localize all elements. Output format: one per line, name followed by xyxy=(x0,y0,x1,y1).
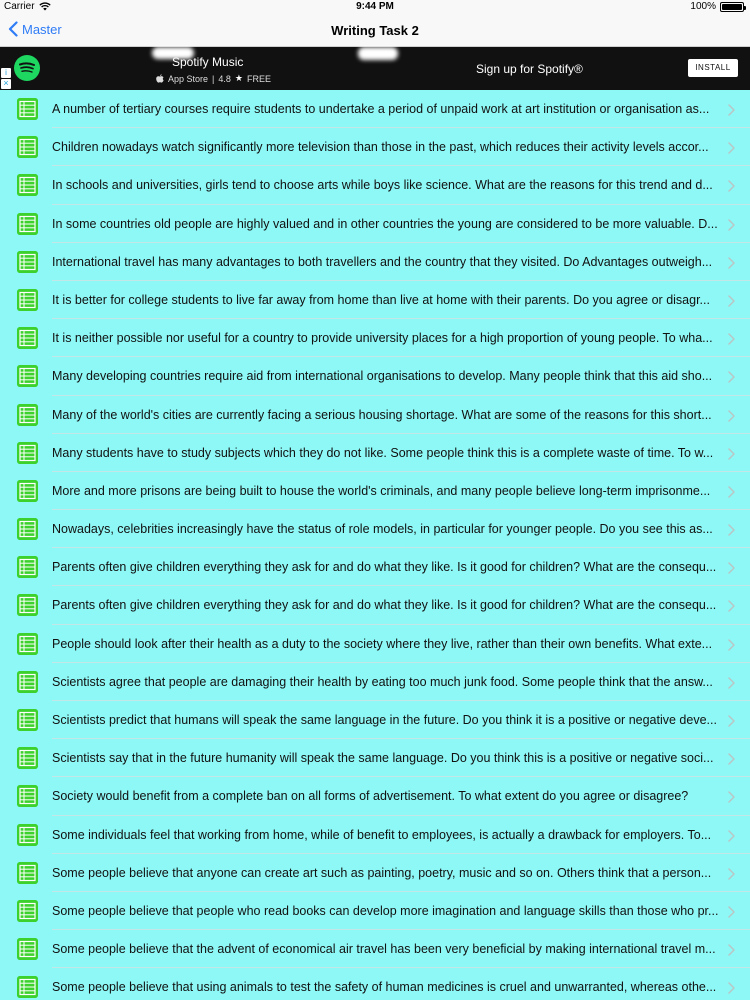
list-item[interactable] xyxy=(0,548,750,586)
list-item-text: Some individuals feel that working from home, while of benefit to employees, is actually a drawback for employers. To... xyxy=(52,827,712,842)
document-list-icon xyxy=(17,213,38,235)
ad-info-icon[interactable]: i xyxy=(1,68,11,78)
list-item[interactable] xyxy=(0,128,750,166)
list-item[interactable] xyxy=(0,625,750,663)
document-list-icon xyxy=(17,594,38,616)
list-item[interactable] xyxy=(0,892,750,930)
chevron-right-icon xyxy=(728,447,735,459)
chevron-right-icon xyxy=(728,561,735,573)
list-item[interactable] xyxy=(0,510,750,548)
document-list-icon xyxy=(17,174,38,196)
list-item-text: Many students have to study subjects which they do not like. Some people think this is a complete waste of time. To w... xyxy=(52,445,714,460)
apple-icon xyxy=(156,74,164,83)
chevron-right-icon xyxy=(728,218,735,230)
list-item[interactable] xyxy=(0,968,750,1000)
ad-meta xyxy=(156,73,271,84)
list-item-text: In schools and universities, girls tend to choose arts while boys like science. What are the reasons for this trend and d... xyxy=(52,178,713,193)
chevron-right-icon xyxy=(728,867,735,879)
document-list-icon xyxy=(17,480,38,502)
list-item-text: Many of the world's cities are currently facing a serious housing shortage. What are some of the reasons for this short... xyxy=(52,407,712,422)
chevron-right-icon xyxy=(728,370,735,382)
list-item[interactable] xyxy=(0,243,750,281)
chevron-right-icon xyxy=(728,638,735,650)
document-list-icon xyxy=(17,900,38,922)
chevron-right-icon xyxy=(728,829,735,841)
list-item[interactable] xyxy=(0,90,750,128)
document-list-icon xyxy=(17,747,38,769)
chevron-right-icon xyxy=(728,256,735,268)
chevron-right-icon xyxy=(728,599,735,611)
list-item-text: In some countries old people are highly valued and in other countries the young are considered to be more valuable. D... xyxy=(52,216,718,231)
list-item-text: Parents often give children everything they ask for and do what they like. Is it good for children? What are the consequ... xyxy=(52,560,717,575)
list-item-text: It is neither possible nor useful for a country to provide university places for a high proportion of young people. To wha... xyxy=(52,331,713,346)
chevron-right-icon xyxy=(728,103,735,115)
document-list-icon xyxy=(17,671,38,693)
list-item[interactable] xyxy=(0,854,750,892)
list-item-text: More and more prisons are being built to house the world's criminals, and many people believe long-term imprisonme... xyxy=(52,483,711,498)
list-item-text: Many developing countries require aid from international organisations to develop. Many people think that this aid sho... xyxy=(52,369,713,384)
list-item[interactable] xyxy=(0,777,750,815)
status-bar xyxy=(0,0,750,14)
list-item[interactable] xyxy=(0,930,750,968)
list-item-text: Children nowadays watch significantly more television than those in the past, which reduces their activity levels accor... xyxy=(52,140,709,155)
page-title: Writing Task 2 xyxy=(331,23,419,38)
redacted-mark xyxy=(358,47,398,60)
document-list-icon xyxy=(17,518,38,540)
document-list-icon xyxy=(17,98,38,120)
list-item[interactable] xyxy=(0,357,750,395)
document-list-icon xyxy=(17,862,38,884)
battery-icon xyxy=(720,2,744,12)
ad-app-name: Spotify Music xyxy=(172,55,244,69)
list-item-text: Scientists say that in the future humanity will speak the same language. Do you think this is a positive or negative soci... xyxy=(52,751,714,766)
list-item-text: A number of tertiary courses require students to undertake a period of unpaid work at art institution or organisation as... xyxy=(52,102,710,116)
carrier-label: Carrier xyxy=(4,1,35,12)
install-button[interactable]: INSTALL xyxy=(688,59,738,77)
back-button-label: Master xyxy=(22,21,62,37)
list-item[interactable] xyxy=(0,816,750,854)
list-item[interactable] xyxy=(0,319,750,357)
chevron-right-icon xyxy=(728,790,735,802)
document-list-icon xyxy=(17,365,38,387)
list-item[interactable] xyxy=(0,586,750,624)
list-item[interactable] xyxy=(0,701,750,739)
chevron-right-icon xyxy=(728,294,735,306)
chevron-right-icon xyxy=(728,714,735,726)
document-list-icon xyxy=(17,633,38,655)
document-list-icon xyxy=(17,709,38,731)
ad-rating: 4.8 xyxy=(218,73,231,84)
list-item-text: International travel has many advantages to both travellers and the country that they visited. Do Advantages outweigh... xyxy=(52,254,713,269)
list-item[interactable] xyxy=(0,663,750,701)
list-item-text: Nowadays, celebrities increasingly have the status of role models, in particular for younger people. Do you see this as... xyxy=(52,522,713,537)
document-list-icon xyxy=(17,442,38,464)
chevron-right-icon xyxy=(728,523,735,535)
list-item[interactable] xyxy=(0,396,750,434)
list-item[interactable] xyxy=(0,472,750,510)
document-list-icon xyxy=(17,327,38,349)
document-list-icon xyxy=(17,556,38,578)
chevron-right-icon xyxy=(728,141,735,153)
list-item-text: Some people believe that using animals to test the safety of human medicines is cruel and unwarranted, whereas othe... xyxy=(52,980,717,995)
status-time: 9:44 PM xyxy=(356,1,394,12)
list-item[interactable] xyxy=(0,281,750,319)
document-list-icon xyxy=(17,976,38,998)
ad-store: App Store xyxy=(168,73,209,84)
document-list-icon xyxy=(17,785,38,807)
document-list-icon xyxy=(17,938,38,960)
chevron-right-icon xyxy=(728,943,735,955)
list-item-text: Some people believe that the advent of economical air travel has been very beneficial by making international travel m... xyxy=(52,942,716,957)
spotify-logo-icon xyxy=(14,55,40,81)
document-list-icon xyxy=(17,824,38,846)
star-icon: ★ xyxy=(234,73,243,83)
chevron-right-icon xyxy=(728,676,735,688)
document-list-icon xyxy=(17,251,38,273)
list-item-text: Society would benefit from a complete ban on all forms of advertisement. To what extent do you agree or disagree? xyxy=(52,789,689,804)
list-item-text: Scientists predict that humans will speak the same language in the future. Do you think it is a positive or negative deve... xyxy=(52,713,717,727)
chevron-right-icon xyxy=(728,179,735,191)
chevron-right-icon xyxy=(728,981,735,993)
task-list xyxy=(0,90,750,1000)
document-list-icon xyxy=(17,289,38,311)
chevron-right-icon xyxy=(728,409,735,421)
document-list-icon xyxy=(17,136,38,158)
ad-separator: | xyxy=(212,73,215,84)
status-right xyxy=(690,1,744,12)
list-item[interactable] xyxy=(0,166,750,204)
ad-headline: Sign up for Spotify® xyxy=(476,62,583,76)
list-item[interactable] xyxy=(0,739,750,777)
list-item-text: People should look after their health as a duty to the society where they live, rather than their own benefits. What exte... xyxy=(52,636,713,651)
list-item-text: Some people believe that anyone can create art such as painting, poetry, music and so on. Others think that a person... xyxy=(52,865,712,880)
chevron-right-icon xyxy=(728,332,735,344)
navigation-bar xyxy=(0,14,750,47)
ad-price: FREE xyxy=(246,73,271,84)
chevron-right-icon xyxy=(728,752,735,764)
battery-percent: 100% xyxy=(690,1,716,12)
list-item-text: Scientists agree that people are damaging their health by eating too much junk food. Some people think that the answ... xyxy=(52,674,713,689)
list-item-text: Some people believe that people who read books can develop more imagination and language skills than those who pr... xyxy=(52,903,719,918)
chevron-right-icon xyxy=(728,485,735,497)
chevron-right-icon xyxy=(728,905,735,917)
document-list-icon xyxy=(17,404,38,426)
list-item[interactable] xyxy=(0,205,750,243)
list-item-text: It is better for college students to live far away from home than live at home with their parents. Do you agree or disagr... xyxy=(52,292,710,307)
list-item[interactable] xyxy=(0,434,750,472)
ad-close-icon[interactable]: × xyxy=(1,79,11,89)
ad-banner[interactable] xyxy=(0,47,750,90)
list-item-text: Parents often give children everything they ask for and do what they like. Is it good for children? What are the consequ... xyxy=(52,598,717,613)
